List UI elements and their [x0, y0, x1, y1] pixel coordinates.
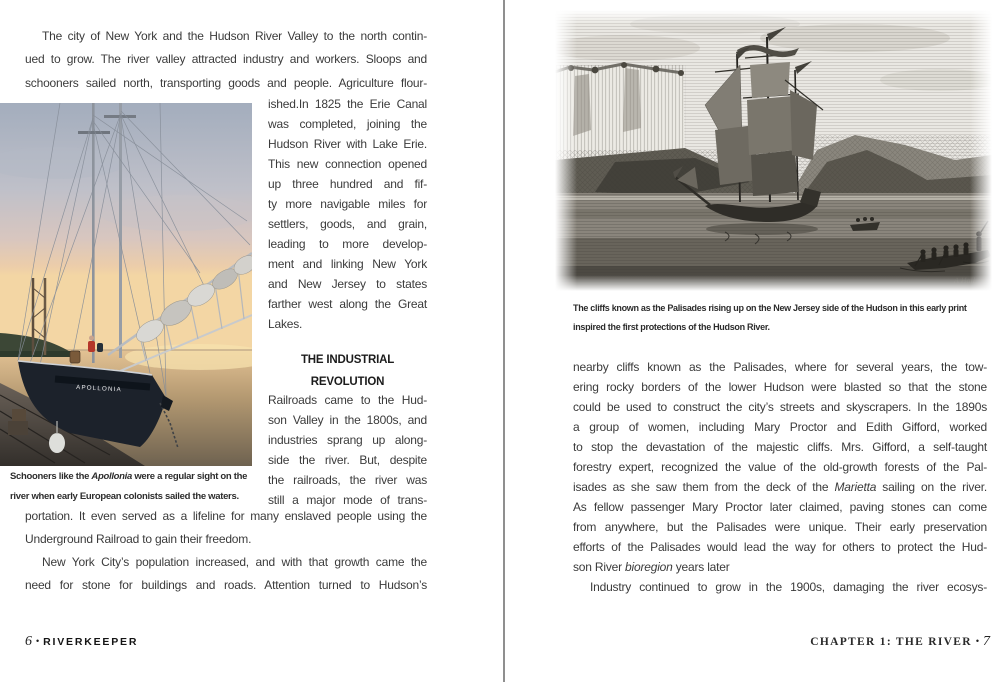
text-line: still a major mode of trans-	[268, 493, 427, 507]
text-line: and New Jersey to states	[268, 277, 427, 291]
boat-name-text: APOLLONIA	[75, 384, 123, 394]
text-line: inspired the first protections of the Hudson River.	[573, 321, 770, 332]
text-line: ment and linking New York	[268, 257, 427, 271]
text-line: was completed, joining the	[268, 117, 427, 131]
text-line: up three hundred and fif-	[268, 177, 427, 191]
text-line: need for stone for buildings and roads. Attention turned to Hudson’s	[25, 578, 427, 593]
text-line: forestry expert, recognized the value of the old-growth forests of the Pal-	[573, 460, 987, 474]
text-line: the railroads, the river was	[268, 473, 427, 487]
text-line: THE INDUSTRIAL	[300, 354, 395, 366]
text-line: As fellow passenger Mary Proctor later claimed, paving stones can come	[573, 500, 987, 514]
page-footer-left	[25, 634, 138, 650]
text-line: river when early European colonists sailed the waters.	[10, 491, 239, 502]
book-title: RIVERKEEPER	[43, 636, 139, 648]
page-number: 7	[983, 634, 990, 649]
text-line: REVOLUTION	[310, 376, 385, 388]
text-line: ued to grow. The river valley attracted industry and workers. Sloops and	[25, 52, 427, 67]
text-line: isades as she saw them from the deck of the Marietta sailing on the river.	[573, 480, 987, 494]
chapter-title: CHAPTER 1: THE RIVER	[810, 636, 972, 648]
text-line: from anywhere, but the Palisades were unique. Their early preservation	[573, 520, 987, 534]
text-line: Schooners like the Apollonia were a regular sight on the	[10, 471, 248, 482]
text-line: The city of New York and the Hudson River Valley to the north contin-	[42, 29, 427, 43]
text-line: leading to more develop-	[268, 237, 427, 251]
footer-bullet: •	[36, 636, 40, 646]
text-line: settlers, goods, and grain,	[268, 217, 427, 231]
page-number: 6	[25, 634, 32, 649]
text-line: Industry continued to grow in the 1900s, damaging the river ecosys-	[590, 580, 987, 594]
paragraph-population	[25, 551, 427, 598]
text-line: son Valley in the 1800s, and	[268, 413, 427, 427]
text-line: Underground Railroad to gain their freedom.	[25, 532, 252, 547]
text-line: The cliffs known as the Palisades rising up on the New Jersey side of the Hudson in this early print	[573, 303, 967, 313]
text-line: Lakes.	[268, 317, 303, 331]
text-line: could be used to construct the city’s streets and skyscrapers. In the 1890s	[573, 400, 987, 414]
palisades-engraving	[555, 10, 992, 291]
paragraph-intro	[25, 25, 427, 95]
text-line: ished.In 1825 the Erie Canal	[268, 97, 427, 111]
paragraph-intro-column	[268, 94, 427, 334]
paragraph-railroads-continued	[25, 505, 427, 552]
engraving-caption	[573, 299, 987, 336]
text-line: ering rocky borders of the lower Hudson were blasted so that the stone	[573, 380, 987, 394]
page-footer-right	[570, 634, 990, 650]
text-line: side the river. But, despite	[268, 453, 427, 467]
text-line: son River bioregion years later	[573, 560, 730, 574]
text-line: schooners sailed north, transporting goods and people. Agriculture flour-	[25, 75, 427, 90]
photo-caption	[10, 467, 250, 507]
text-line: This new connection opened	[268, 157, 427, 171]
palisades-engraving-art	[555, 10, 992, 291]
text-line: a group of women, including Mary Proctor and Edith Gifford, worked	[573, 420, 987, 434]
schooner-photo-art	[0, 103, 252, 466]
footer-bullet: •	[975, 636, 979, 646]
text-line: farther west along the Great	[268, 297, 427, 311]
paragraph-railroads-column	[268, 390, 427, 510]
paragraph-palisades	[573, 357, 987, 577]
text-line: ty more navigable miles for	[268, 197, 427, 211]
text-line: industries sprang up along-	[268, 433, 427, 447]
paragraph-industry	[573, 577, 987, 597]
schooner-photo	[0, 103, 252, 466]
gutter-divider	[503, 0, 505, 682]
section-heading-industrial-revolution	[268, 349, 427, 393]
text-line: efforts of the Palisades would lead the way for others to protect the Hud-	[573, 540, 987, 554]
text-line: nearby cliffs known as the Palisades, where for several years, the tow-	[573, 360, 987, 374]
text-line: portation. It even served as a lifeline for many enslaved people using the	[25, 509, 427, 523]
text-line: Hudson River with Lake Erie.	[268, 137, 427, 151]
text-line: Railroads came to the Hud-	[268, 393, 427, 407]
text-line: to stop the devastation of the majestic cliffs. Mrs. Gifford, a self-taught	[573, 440, 987, 454]
text-line: New York City’s population increased, and with that growth came the	[42, 555, 427, 569]
